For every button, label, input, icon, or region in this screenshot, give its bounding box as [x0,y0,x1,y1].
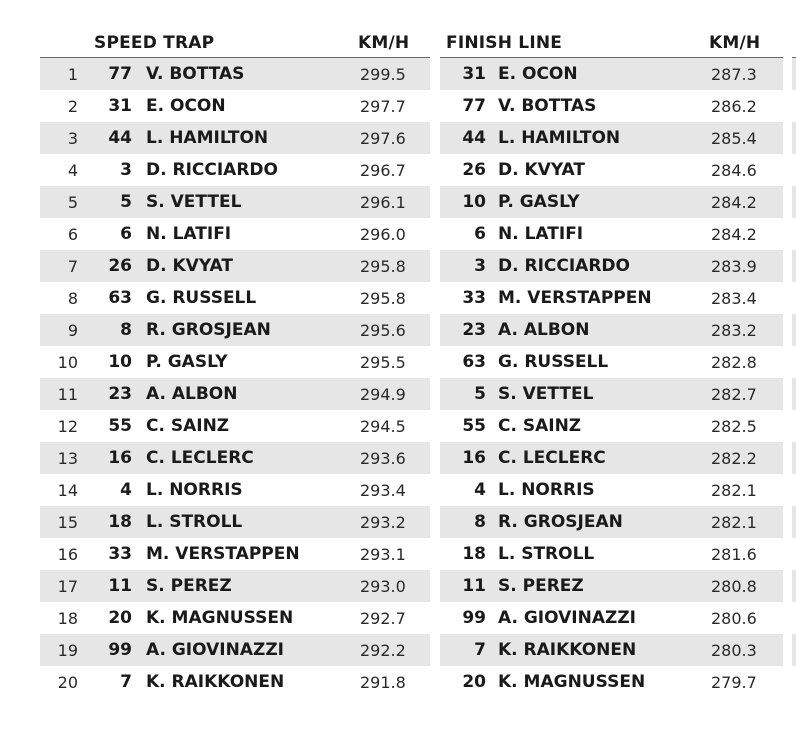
edge-strip-cell [792,122,796,154]
table-row [440,570,783,602]
car-number-cell: 55 [462,416,486,436]
speed-cell: 284.6 [711,160,757,180]
edge-strip-cell [792,602,796,634]
driver-name-cell: L. NORRIS [498,480,595,500]
edge-strip-cell [792,90,796,122]
car-number-cell: 16 [462,448,486,468]
speed-cell: 283.9 [711,256,757,276]
finish-line-header [446,30,562,56]
speed-cell: 292.2 [360,640,406,660]
table-row [440,410,783,442]
car-number-cell: 99 [108,640,132,660]
finish-line-table [440,58,783,698]
speed-cell: 282.8 [711,352,757,372]
driver-name-cell: D. RICCIARDO [498,256,630,276]
driver-name-cell: L. STROLL [498,544,595,564]
driver-name-cell: S. PEREZ [498,576,584,596]
car-number-cell: 20 [462,672,486,692]
table-row [440,218,783,250]
speed-cell: 297.6 [360,128,406,148]
position-cell: 7 [67,256,78,276]
table-row [40,378,430,410]
car-number-cell: 23 [108,384,132,404]
driver-name-cell: C. SAINZ [498,416,582,436]
speed-cell: 297.7 [360,96,406,116]
driver-name-cell: E. OCON [498,64,578,84]
edge-strip-cell [792,570,796,602]
speed-cell: 291.8 [360,672,406,692]
table-row [440,474,783,506]
position-cell: 11 [57,384,78,404]
driver-name-cell: A. GIOVINAZZI [146,640,284,660]
edge-strip-cell [792,154,796,186]
car-number-cell: 33 [462,288,486,308]
table-row [40,474,430,506]
table-row [440,186,783,218]
driver-name-cell: R. GROSJEAN [146,320,271,340]
car-number-cell: 8 [120,320,132,340]
edge-strip-cell [792,218,796,250]
speed-cell: 294.9 [360,384,406,404]
edge-strip-cell [792,538,796,570]
table-row [40,90,430,122]
table-row [40,154,430,186]
car-number-cell: 55 [108,416,132,436]
table-row [440,154,783,186]
car-number-cell: 3 [474,256,486,276]
speed-cell: 284.2 [711,224,757,244]
driver-name-cell: V. BOTTAS [498,96,597,116]
driver-name-cell: K. RAIKKONEN [498,640,637,660]
driver-name-cell: S. VETTEL [146,192,242,212]
car-number-cell: 8 [474,512,486,532]
driver-name-cell: D. KVYAT [146,256,233,276]
edge-strip-cell [792,346,796,378]
driver-name-cell: L. HAMILTON [498,128,621,148]
car-number-cell: 4 [474,480,486,500]
speed-cell: 282.2 [711,448,757,468]
finish-line-title: FINISH LINE [446,33,563,53]
car-number-cell: 26 [462,160,486,180]
table-row [440,538,783,570]
edge-strip-cell [792,282,796,314]
car-number-cell: 33 [108,544,132,564]
table-row [440,634,783,666]
driver-name-cell: L. HAMILTON [146,128,269,148]
car-number-cell: 6 [120,224,132,244]
driver-name-cell: A. GIOVINAZZI [498,608,636,628]
speed-cell: 295.8 [360,288,406,308]
position-cell: 17 [57,576,78,596]
speed-cell: 293.2 [360,512,406,532]
speed-cell: 280.6 [711,608,757,628]
driver-name-cell: N. LATIFI [498,224,584,244]
driver-name-cell: G. RUSSELL [146,288,257,308]
car-number-cell: 44 [108,128,132,148]
table-row [40,602,430,634]
speed-cell: 284.2 [711,192,757,212]
car-number-cell: 10 [462,192,486,212]
table-row [40,250,430,282]
speed-cell: 283.2 [711,320,757,340]
speed-cell: 280.3 [711,640,757,660]
car-number-cell: 77 [462,96,486,116]
edge-strip-cell [792,634,796,666]
speed-cell: 286.2 [711,96,757,116]
car-number-cell: 16 [108,448,132,468]
car-number-cell: 18 [462,544,486,564]
speed-cell: 287.3 [711,64,757,84]
table-row [440,90,783,122]
driver-name-cell: D. KVYAT [498,160,585,180]
speed-cell: 285.4 [711,128,757,148]
position-cell: 14 [57,480,78,500]
driver-name-cell: K. RAIKKONEN [146,672,285,692]
table-row [440,666,783,698]
car-number-cell: 44 [462,128,486,148]
speed-cell: 293.6 [360,448,406,468]
position-cell: 16 [57,544,78,564]
driver-name-cell: A. ALBON [498,320,590,340]
car-number-cell: 11 [462,576,486,596]
speed-cell: 293.4 [360,480,406,500]
driver-name-cell: C. LECLERC [146,448,254,468]
table-row [40,218,430,250]
driver-name-cell: M. VERSTAPPEN [146,544,300,564]
driver-name-cell: K. MAGNUSSEN [146,608,294,628]
car-number-cell: 99 [462,608,486,628]
edge-strip-cell [792,250,796,282]
edge-strip-cell [792,58,796,90]
speed-trap-table [40,58,430,698]
table-row [40,58,430,90]
finish-line-unit: KM/H [709,33,761,53]
car-number-cell: 18 [108,512,132,532]
table-row [440,506,783,538]
car-number-cell: 23 [462,320,486,340]
table-row [440,58,783,90]
car-number-cell: 26 [108,256,132,276]
driver-name-cell: S. VETTEL [498,384,594,404]
finish-line-unit-header [709,30,760,56]
speed-cell: 296.1 [360,192,406,212]
table-row [440,602,783,634]
position-cell: 20 [57,672,78,692]
driver-name-cell: R. GROSJEAN [498,512,623,532]
car-number-cell: 20 [108,608,132,628]
car-number-cell: 7 [474,640,486,660]
table-row [40,314,430,346]
car-number-cell: 5 [120,192,132,212]
speed-cell: 293.0 [360,576,406,596]
speed-cell: 295.6 [360,320,406,340]
driver-name-cell: E. OCON [146,96,226,116]
speed-cell: 295.8 [360,256,406,276]
position-cell: 12 [57,416,78,436]
edge-strip-cell [792,442,796,474]
speed-cell: 295.5 [360,352,406,372]
speed-cell: 282.7 [711,384,757,404]
driver-name-cell: V. BOTTAS [146,64,245,84]
position-cell: 13 [57,448,78,468]
driver-name-cell: P. GASLY [498,192,580,212]
position-cell: 10 [57,352,78,372]
car-number-cell: 5 [474,384,486,404]
edge-strip [792,58,796,698]
table-row [40,666,430,698]
table-row [40,186,430,218]
speed-cell: 296.0 [360,224,406,244]
table-row [440,282,783,314]
edge-strip-cell [792,378,796,410]
table-row [40,570,430,602]
speed-trap-title: SPEED TRAP [94,33,215,53]
driver-name-cell: M. VERSTAPPEN [498,288,652,308]
driver-name-cell: A. ALBON [146,384,238,404]
speed-cell: 282.1 [711,512,757,532]
speed-cell: 294.5 [360,416,406,436]
speed-trap-unit-header [358,30,409,56]
car-number-cell: 11 [108,576,132,596]
position-cell: 5 [67,192,78,212]
car-number-cell: 4 [120,480,132,500]
position-cell: 19 [57,640,78,660]
table-row [440,314,783,346]
edge-strip-cell [792,474,796,506]
speed-cell: 293.1 [360,544,406,564]
car-number-cell: 31 [462,64,486,84]
edge-strip-cell [792,410,796,442]
car-number-cell: 63 [462,352,486,372]
driver-name-cell: C. SAINZ [146,416,230,436]
speed-cell: 280.8 [711,576,757,596]
table-row [440,250,783,282]
table-row [40,538,430,570]
position-cell: 6 [67,224,78,244]
table-row [40,506,430,538]
car-number-cell: 31 [108,96,132,116]
driver-name-cell: D. RICCIARDO [146,160,278,180]
edge-strip-cell [792,666,796,698]
position-cell: 18 [57,608,78,628]
edge-strip-cell [792,314,796,346]
position-cell: 4 [67,160,78,180]
table-row [40,346,430,378]
driver-name-cell: N. LATIFI [146,224,232,244]
speed-cell: 282.5 [711,416,757,436]
table-row [40,122,430,154]
car-number-cell: 63 [108,288,132,308]
driver-name-cell: L. NORRIS [146,480,243,500]
position-cell: 15 [57,512,78,532]
table-row [40,410,430,442]
table-row [440,442,783,474]
driver-name-cell: C. LECLERC [498,448,606,468]
driver-name-cell: L. STROLL [146,512,243,532]
speed-cell: 281.6 [711,544,757,564]
driver-name-cell: P. GASLY [146,352,228,372]
table-row [40,442,430,474]
car-number-cell: 77 [108,64,132,84]
speed-cell: 292.7 [360,608,406,628]
table-row [440,346,783,378]
speed-cell: 296.7 [360,160,406,180]
position-cell: 9 [67,320,78,340]
position-cell: 2 [67,96,78,116]
table-row [40,282,430,314]
edge-strip-cell [792,186,796,218]
car-number-cell: 7 [120,672,132,692]
speed-cell: 283.4 [711,288,757,308]
car-number-cell: 6 [474,224,486,244]
table-row [40,634,430,666]
speed-trap-unit: KM/H [358,33,410,53]
table-row [440,378,783,410]
position-cell: 8 [67,288,78,308]
driver-name-cell: S. PEREZ [146,576,232,596]
position-cell: 3 [67,128,78,148]
car-number-cell: 3 [120,160,132,180]
speed-cell: 279.7 [711,672,757,692]
edge-strip-cell [792,506,796,538]
speed-cell: 282.1 [711,480,757,500]
position-cell: 1 [67,64,78,84]
driver-name-cell: G. RUSSELL [498,352,609,372]
table-row [440,122,783,154]
car-number-cell: 10 [108,352,132,372]
driver-name-cell: K. MAGNUSSEN [498,672,646,692]
speed-cell: 299.5 [360,64,406,84]
